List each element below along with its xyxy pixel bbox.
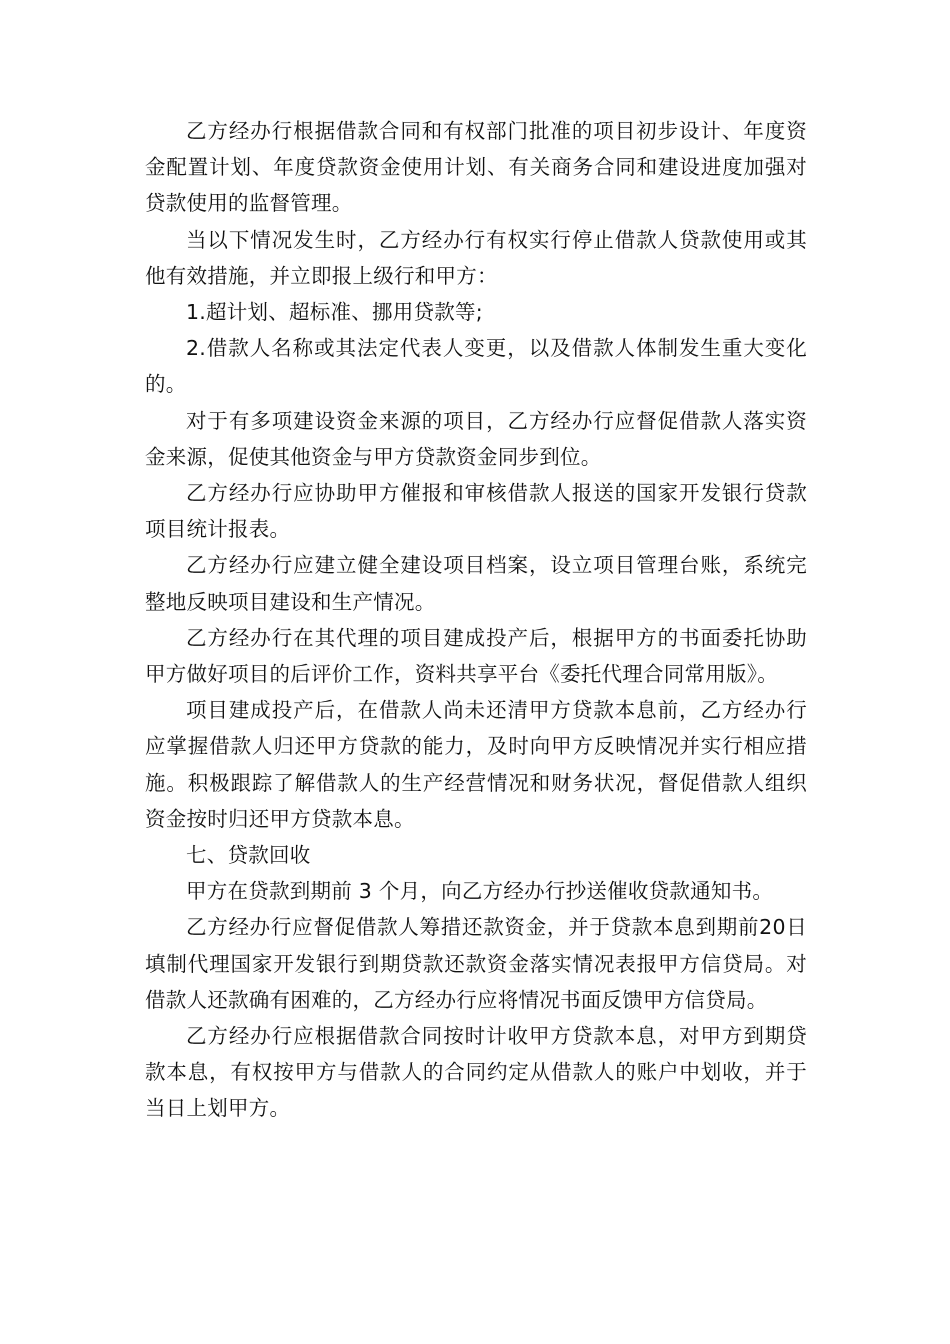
- paragraph-repayment-monitoring: 项目建成投产后，在借款人尚未还清甲方贷款本息前，乙方经办行应掌握借款人归还甲方贷款的能力，及时向甲方反映情况并实行相应措施。积极跟踪了解借款人的生产经营情况和财务状况，督促借款人组织资金按时归还甲方贷款本息。: [145, 698, 807, 831]
- paragraph-interest-collection: 乙方经办行应根据借款合同按时计收甲方贷款本息，对甲方到期贷款本息，有权按甲方与借款人的合同约定从借款人的账户中划收，并于当日上划甲方。: [145, 1024, 807, 1121]
- list-item-over-plan: 1.超计划、超标准、挪用贷款等;: [186, 300, 483, 325]
- paragraph-multiple-funding-sources: 对于有多项建设资金来源的项目，乙方经办行应督促借款人落实资金来源，促使其他资金与甲方贷款资金同步到位。: [145, 408, 807, 469]
- document-body: [145, 113, 807, 1127]
- paragraph-collection-notice: 甲方在贷款到期前 3 个月，向乙方经办行抄送催收贷款通知书。: [186, 879, 774, 904]
- paragraph-stop-loan-conditions: 当以下情况发生时，乙方经办行有权实行停止借款人贷款使用或其他有效措施，并立即报上级行和甲方：: [145, 227, 807, 288]
- paragraph-post-evaluation: 乙方经办行在其代理的项目建成投产后，根据甲方的书面委托协助甲方做好项目的后评价工作，资料共享平台《委托代理合同常用版》。: [145, 625, 807, 687]
- list-item-borrower-change: 2.借款人名称或其法定代表人变更，以及借款人体制发生重大变化的。: [145, 336, 807, 397]
- paragraph-project-archive: 乙方经办行应建立健全建设项目档案，设立项目管理台账，系统完整地反映项目建设和生产情况。: [145, 553, 807, 614]
- paragraph-repayment-funds: 乙方经办行应督促借款人筹措还款资金，并于贷款本息到期前20日填制代理国家开发银行到期贷款还款资金落实情况表报甲方信贷局。对借款人还款确有困难的，乙方经办行应将情况书面反馈甲方信贷局。: [145, 915, 807, 1012]
- paragraph-loan-supervision: 乙方经办行根据借款合同和有权部门批准的项目初步设计、年度资金配置计划、年度贷款资金使用计划、有关商务合同和建设进度加强对贷款使用的监督管理。: [145, 119, 807, 216]
- section-heading-loan-recovery: 七、贷款回收: [186, 843, 311, 868]
- paragraph-statistics-report: 乙方经办行应协助甲方催报和审核借款人报送的国家开发银行贷款项目统计报表。: [145, 481, 807, 542]
